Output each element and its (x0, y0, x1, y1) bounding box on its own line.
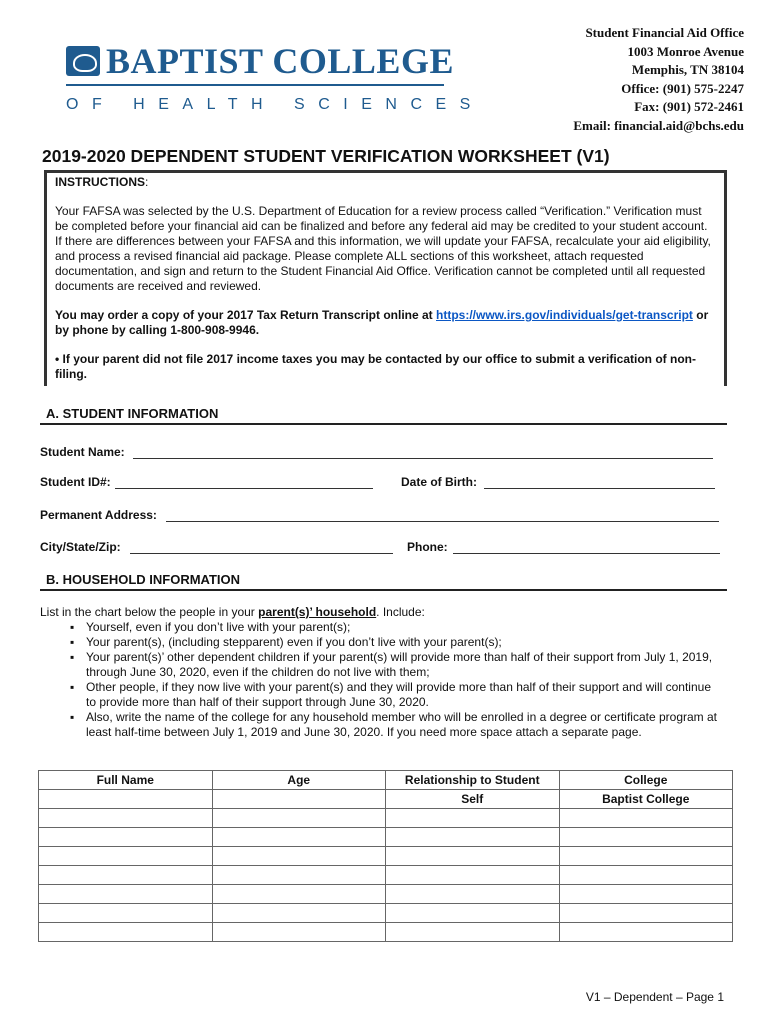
office-name: Student Financial Aid Office (585, 25, 744, 40)
table-row (39, 885, 733, 904)
table-cell[interactable] (39, 904, 213, 923)
table-cell[interactable] (212, 847, 386, 866)
logo-name: BAPTIST COLLEGE (106, 41, 454, 81)
office-email: Email: financial.aid@bchs.edu (573, 117, 744, 133)
college-logo (66, 40, 484, 120)
nonfiling-note: • If your parent did not file 2017 income taxes you may be contacted by our office to submit a verification of non-filing. (55, 352, 696, 381)
list-item: ▪ Other people, if they now live with your parent(s) and they will provide more than half of their support and will continue to provide more than half of their support through June 30, 2020. (70, 680, 720, 710)
table-cell[interactable] (39, 923, 213, 942)
address-label: Permanent Address: (40, 508, 157, 522)
table-row (39, 809, 733, 828)
list-item: ▪ Your parent(s), (including stepparent) even if you don’t live with your parent(s); (70, 635, 720, 650)
office-fax: Fax: (901) 572-2461 (634, 99, 744, 114)
table-cell[interactable] (386, 923, 560, 942)
city-field[interactable] (130, 539, 393, 554)
household-list (70, 620, 720, 740)
section-a-rule (40, 423, 727, 425)
header-relationship: Relationship to Student (386, 771, 560, 790)
table-cell[interactable] (39, 809, 213, 828)
table-cell[interactable] (212, 790, 386, 809)
table-cell[interactable] (559, 866, 733, 885)
header-full-name: Full Name (39, 771, 213, 790)
household-table (38, 770, 733, 942)
list-item: ▪ Also, write the name of the college for any household member who will be enrolled in a degree or certificate program at least half-time between July 1, 2019 and June 30, 2020. If you need more space attach a separate page. (70, 710, 720, 740)
table-cell[interactable] (39, 866, 213, 885)
city-label: City/State/Zip: (40, 540, 121, 554)
student-name-label: Student Name: (40, 445, 125, 459)
table-row (39, 866, 733, 885)
irs-transcript-link[interactable]: https://www.irs.gov/individuals/get-transcript (436, 308, 693, 322)
table-row (39, 904, 733, 923)
table-cell[interactable] (559, 923, 733, 942)
instructions-heading: INSTRUCTIONS: (55, 175, 149, 189)
table-cell[interactable]: Baptist College (559, 790, 733, 809)
table-cell[interactable] (212, 809, 386, 828)
table-cell[interactable] (39, 885, 213, 904)
table-cell[interactable]: Self (386, 790, 560, 809)
table-row (39, 923, 733, 942)
student-id-label: Student ID#: (40, 475, 111, 489)
table-cell[interactable] (212, 904, 386, 923)
table-row (39, 790, 733, 809)
section-a-title: A. STUDENT INFORMATION (46, 406, 219, 421)
table-cell[interactable] (559, 904, 733, 923)
table-cell[interactable] (559, 847, 733, 866)
household-intro: List in the chart below the people in your parent(s)’ household. Include: (40, 605, 425, 619)
list-item: ▪ Your parent(s)’ other dependent children if your parent(s) will provide more than half of their support from July 1, 2019, through June 30, 2020, even if the children do not live with them; (70, 650, 720, 680)
address-field[interactable] (166, 507, 719, 522)
office-phone: Office: (901) 575-2247 (621, 80, 744, 96)
table-cell[interactable] (386, 809, 560, 828)
student-name-field[interactable] (133, 444, 713, 459)
table-cell[interactable] (386, 885, 560, 904)
instructions-box (44, 170, 727, 386)
table-cell[interactable] (386, 904, 560, 923)
office-city: Memphis, TN 38104 (631, 62, 744, 77)
header-college: College (559, 771, 733, 790)
list-item: ▪ Yourself, even if you don’t live with your parent(s); (70, 620, 720, 635)
table-cell[interactable] (212, 885, 386, 904)
logo-emblem-icon (66, 46, 100, 76)
logo-divider (66, 84, 444, 86)
table-cell[interactable] (559, 809, 733, 828)
table-cell[interactable] (39, 828, 213, 847)
table-cell[interactable] (386, 828, 560, 847)
table-cell[interactable] (39, 847, 213, 866)
transcript-note: You may order a copy of your 2017 Tax Return Transcript online at https://www.irs.gov/individuals/get-transcript or by phone by calling 1-800-908-9946. (55, 308, 709, 337)
table-cell[interactable] (559, 828, 733, 847)
instructions-paragraph: Your FAFSA was selected by the U.S. Department of Education for a review process called “Verification.” Verification must be completed before your financial aid can be finalized and before any federal aid may be credited to your student account. If there are differences between your FAFSA and this information, we will update your FAFSA, recalculate your aid eligibility, and process a revised financial aid package. Please complete ALL sections of this worksheet, attach requested documentation, and sign and return to the Student Financial Aid Office. Verification cannot be completed until all requested documents are received and reviewed. (55, 204, 711, 293)
logo-subtitle: OF HEALTH SCIENCES (66, 96, 484, 113)
office-street: 1003 Monroe Avenue (627, 43, 744, 59)
table-cell[interactable] (39, 790, 213, 809)
table-cell[interactable] (386, 866, 560, 885)
household-instructions (40, 605, 720, 740)
section-b-rule (40, 589, 727, 591)
table-cell[interactable] (559, 885, 733, 904)
header-age: Age (212, 771, 386, 790)
phone-label: Phone: (407, 540, 448, 554)
table-header-row (39, 771, 733, 790)
page-footer: V1 – Dependent – Page 1 (585, 990, 724, 1004)
section-b-title: B. HOUSEHOLD INFORMATION (46, 572, 241, 587)
student-id-field[interactable] (115, 474, 373, 489)
table-row (39, 828, 733, 847)
office-contact-block (573, 24, 744, 135)
table-row (39, 847, 733, 866)
table-cell[interactable] (212, 828, 386, 847)
dob-label: Date of Birth: (401, 475, 477, 489)
table-cell[interactable] (386, 847, 560, 866)
page-title: 2019-2020 DEPENDENT STUDENT VERIFICATION WORKSHEET (V1) (42, 146, 610, 166)
dob-field[interactable] (484, 474, 715, 489)
table-cell[interactable] (212, 866, 386, 885)
table-cell[interactable] (212, 923, 386, 942)
phone-field[interactable] (453, 539, 720, 554)
